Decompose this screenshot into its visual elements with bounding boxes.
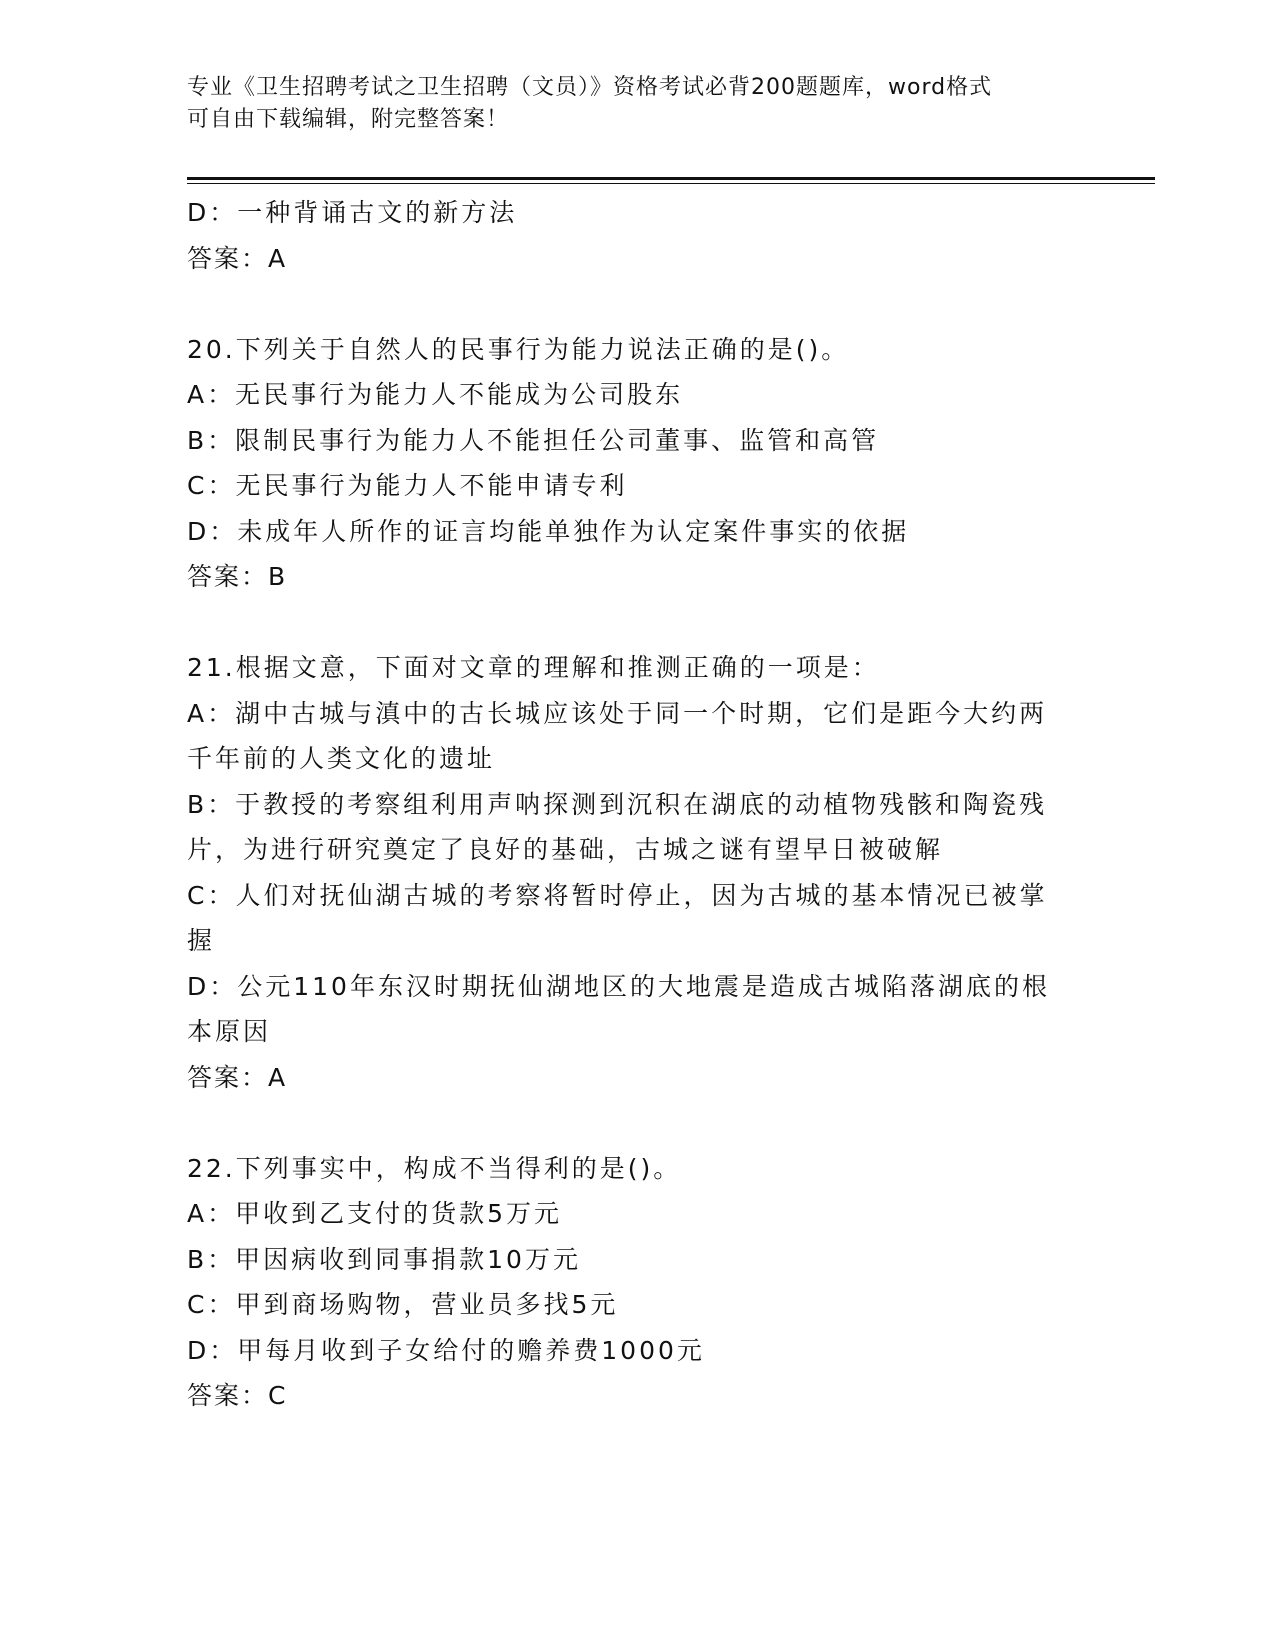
option-d-line-1: D：公元110年东汉时期抚仙湖地区的大地震是造成古城陷落湖底的根 <box>187 971 1050 1001</box>
answer: 答案：A <box>187 1062 288 1092</box>
option-b: B：限制民事行为能力人不能担任公司董事、监管和高管 <box>187 425 880 455</box>
spacer <box>187 1100 1087 1146</box>
option-d-line-2: 本原因 <box>187 1017 272 1046</box>
option-a: A：甲收到乙支付的货款5万元 <box>187 1199 563 1228</box>
question-text: 21.根据文意，下面对文章的理解和推测正确的一项是： <box>187 653 880 682</box>
answer: 答案：A <box>187 243 288 273</box>
header-rule-thin <box>187 183 1155 184</box>
option-b-line-1: B：于教授的考察组利用声呐探测到沉积在湖底的动植物残骸和陶瓷残 <box>187 789 1048 819</box>
question-block-20 <box>187 327 1087 600</box>
question-block-22 <box>187 1146 1087 1419</box>
option-c-line-1: C：人们对抚仙湖古城的考察将暂时停止，因为古城的基本情况已被掌 <box>187 880 1048 910</box>
option-d: D：甲每月收到子女给付的赡养费1000元 <box>187 1335 705 1365</box>
question-text: 20.下列关于自然人的民事行为能力说法正确的是()。 <box>187 334 850 364</box>
option-b-line-2: 片，为进行研究奠定了良好的基础，古城之谜有望早日被破解 <box>187 835 944 864</box>
option-a-line-1: A：湖中古城与滇中的古长城应该处于同一个时期，它们是距今大约两 <box>187 698 1048 728</box>
question-block-19 <box>187 190 1087 281</box>
option-c-line-2: 握 <box>187 926 216 955</box>
spacer <box>187 281 1087 327</box>
option-b: B：甲因病收到同事捐款10万元 <box>187 1244 581 1274</box>
question-block-21 <box>187 645 1087 1100</box>
answer: 答案：C <box>187 1381 288 1410</box>
option-a: A：无民事行为能力人不能成为公司股东 <box>187 380 684 409</box>
option-a-line-2: 千年前的人类文化的遗址 <box>187 744 496 773</box>
header-line-1: 专业《卫生招聘考试之卫生招聘（文员）》资格考试必背200题题库，word格式 <box>187 75 993 100</box>
header-rule-thick <box>187 177 1155 180</box>
answer: 答案：B <box>187 562 288 591</box>
option-d: D：未成年人所作的证言均能单独作为认定案件事实的依据 <box>187 516 910 546</box>
option-d: D：一种背诵古文的新方法 <box>187 198 518 227</box>
document-header <box>187 72 1087 136</box>
question-list <box>187 190 1087 1419</box>
option-c: C：甲到商场购物，营业员多找5元 <box>187 1290 619 1319</box>
header-line-2: 可自由下载编辑，附完整答案！ <box>187 107 510 132</box>
question-text: 22.下列事实中，构成不当得利的是()。 <box>187 1153 682 1183</box>
option-c: C：无民事行为能力人不能申请专利 <box>187 471 628 500</box>
spacer <box>187 600 1087 646</box>
